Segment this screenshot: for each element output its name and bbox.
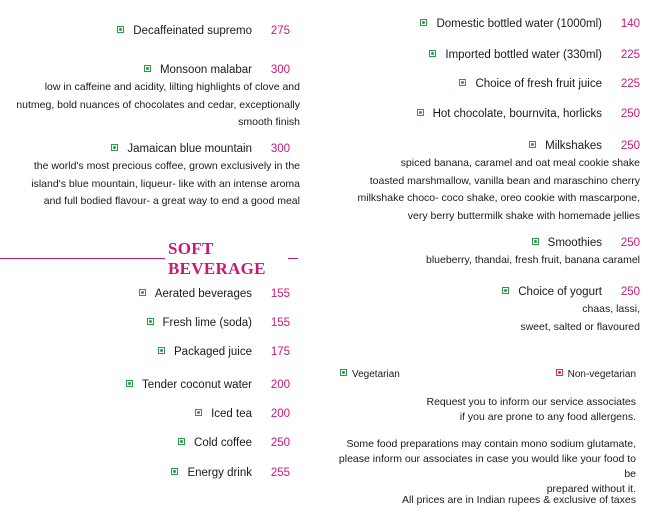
veg-icon [340,369,347,376]
veg-icon [171,468,178,475]
menu-item: Cold coffee 250 [178,435,290,452]
section-divider [0,258,165,259]
menu-item: Iced tea 200 [195,406,290,423]
menu-item: Energy drink 255 [171,465,290,482]
item-description: spiced banana, caramel and oat meal cookie shake toasted marshmallow, vanilla bean and maraschino cherry milkshake choco- coco shake, oreo cookie with mascarpone, very berry buttermilk shake with homemade jellies [357,157,640,222]
veg-icon [126,380,133,387]
section-divider-tail [288,258,298,259]
menu-item: Decaffeinated supremo 275 [117,23,290,40]
veg-icon [195,409,202,416]
menu-item: Milkshakes 250 spiced banana, caramel and oat meal cookie shake toasted marshmallow, vanilla bean and maraschino cherry milkshake choco- coco shake, oreo cookie with mascarpone, very berry buttermilk shake with homemade jellies [358,138,640,225]
veg-icon [139,289,146,296]
section-title-soft-beverage: SOFT BEVERAGE [0,238,300,262]
veg-icon [178,438,185,445]
menu-item: Smoothies 250 blueberry, thandai, fresh fruit, banana caramel [426,235,640,270]
menu-item: Packaged juice 175 [158,344,290,361]
veg-icon [532,238,539,245]
veg-icon [459,79,466,86]
legend-non-vegetarian: Non-vegetarian [556,369,636,380]
msg-note: Some food preparations may contain mono sodium glutamate, please inform our associates in case you would like your food to be prepared without it. [338,438,636,495]
veg-icon [147,318,154,325]
veg-icon [529,141,536,148]
veg-icon [502,287,509,294]
veg-icon [111,144,118,151]
veg-icon [420,19,427,26]
menu-item: Choice of yogurt 250 chaas, lassi, sweet, salted or flavoured [502,284,640,336]
menu-item: Monsoon malabar 300 low in caffeine and acidity, lilting highlights of clove and nutmeg, bold nuances of chocolates and cedar, exceptionally smooth finish [16,62,290,132]
menu-item: Aerated beverages 155 [139,286,290,303]
price-note: All prices are in Indian rupees & exclusive of taxes [401,494,636,506]
veg-icon [117,26,124,33]
menu-item: Hot chocolate, bournvita, horlicks 250 [417,106,640,123]
menu-item: Choice of fresh fruit juice 225 [459,76,640,93]
item-description: low in caffeine and acidity, lilting highlights of clove and nutmeg, bold nuances of chocolates and cedar, exceptionally smooth finish [16,81,300,128]
legend-vegetarian: Vegetarian [340,369,400,380]
nonveg-icon [556,369,563,376]
item-description: the world's most precious coffee, grown exclusively in the island's blue mountain, liqueur- like with an intense aroma and full bodied flavour- a great way to end a good meal [31,160,300,207]
menu-item: Tender coconut water 200 [126,377,290,394]
item-description: blueberry, thandai, fresh fruit, banana caramel [425,254,640,266]
item-description: chaas, lassi, sweet, salted or flavoured [520,303,640,333]
veg-icon [417,109,424,116]
menu-item: Fresh lime (soda) 155 [147,315,290,332]
veg-icon [158,347,165,354]
veg-icon [144,65,151,72]
menu-item: Imported bottled water (330ml) 225 [429,47,640,64]
allergen-note: Request you to inform our service associates if you are prone to any food allergens. [426,396,636,423]
veg-icon [429,50,436,57]
menu-item: Domestic bottled water (1000ml) 140 [420,16,640,33]
menu-item: Jamaican blue mountain 300 the world's most precious coffee, grown exclusively in the island's blue mountain, liqueur- like with an intense aroma and full bodied flavour- a great way to end a good meal [31,141,290,211]
